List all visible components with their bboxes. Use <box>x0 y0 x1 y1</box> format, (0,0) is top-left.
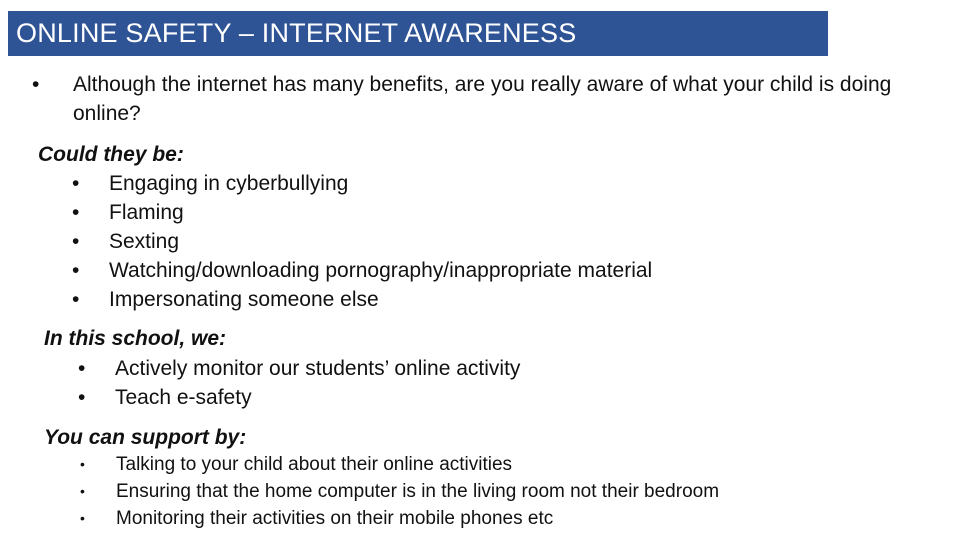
list-bullet: • <box>78 386 86 409</box>
list-bullet: • <box>72 201 80 224</box>
list-item <box>80 451 719 478</box>
list-item-text: Watching/downloading pornography/inappropriate material <box>109 259 653 282</box>
section-heading-in-this-school: In this school, we: <box>44 327 227 350</box>
list-item <box>72 227 652 256</box>
list-item <box>72 256 652 285</box>
section-heading-you-can-support: You can support by: <box>44 426 247 449</box>
section-heading-could-they-be: Could they be: <box>38 143 184 166</box>
list-bullet: • <box>72 172 80 195</box>
list-item <box>72 198 652 227</box>
school-actions-list <box>78 354 520 412</box>
list-item <box>72 169 652 198</box>
list-item <box>78 383 520 412</box>
intro-text: Although the internet has many benefits, are you really aware of what your child is doing online? <box>73 73 892 125</box>
list-bullet: • <box>72 288 80 311</box>
list-bullet: • <box>72 259 80 282</box>
list-item-text: Engaging in cyberbullying <box>109 172 349 195</box>
list-item <box>80 478 719 505</box>
list-item <box>78 354 520 383</box>
list-bullet: • <box>72 230 80 253</box>
list-item-text: Monitoring their activities on their mobile phones etc <box>116 508 554 529</box>
list-bullet: • <box>80 456 85 472</box>
list-item-text: Sexting <box>109 230 180 253</box>
list-bullet: • <box>80 483 85 499</box>
list-bullet: • <box>78 357 86 380</box>
list-item <box>80 505 719 532</box>
list-item <box>72 285 652 314</box>
list-bullet: • <box>80 510 85 526</box>
intro-paragraph <box>30 70 910 128</box>
list-item-text: Actively monitor our students’ online activity <box>115 357 521 380</box>
slide-title: ONLINE SAFETY – INTERNET AWARENESS <box>8 11 828 56</box>
list-item-text: Teach e-safety <box>115 386 252 409</box>
list-item-text: Ensuring that the home computer is in the living room not their bedroom <box>116 481 720 502</box>
list-item-text: Impersonating someone else <box>109 288 379 311</box>
risk-list <box>72 169 652 314</box>
intro-bullet: • <box>32 73 40 96</box>
support-list <box>80 451 719 532</box>
list-item-text: Flaming <box>109 201 184 224</box>
list-item-text: Talking to your child about their online activities <box>116 454 513 475</box>
